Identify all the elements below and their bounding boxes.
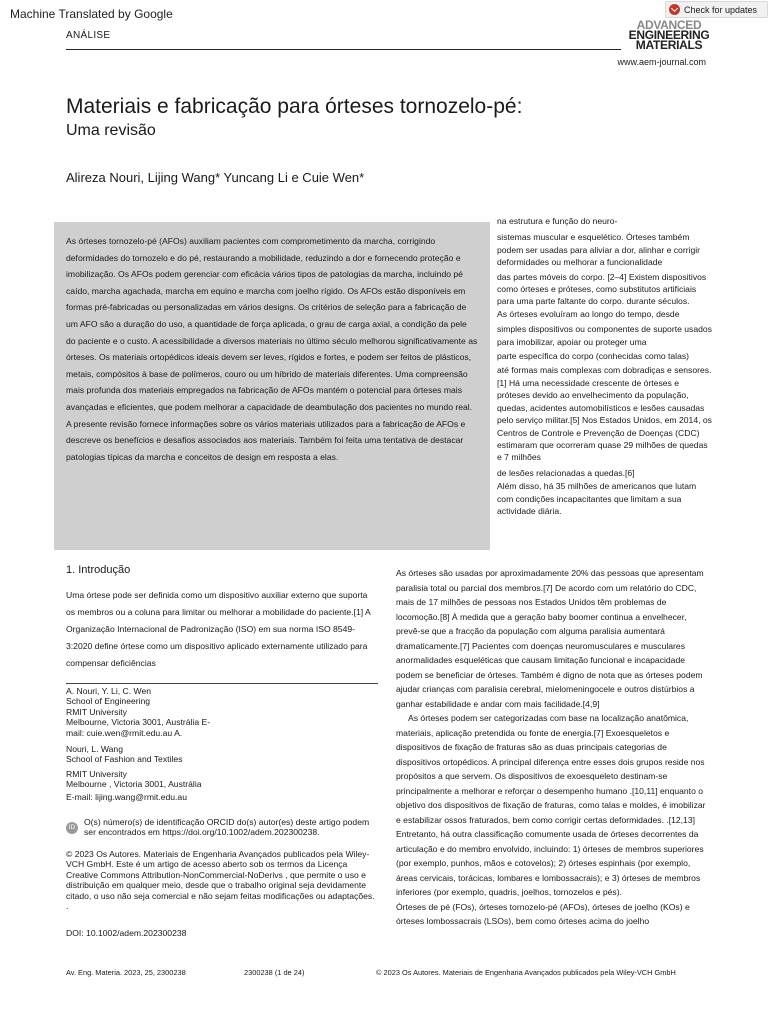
journal-logo: [623, 20, 715, 50]
article-title: Materiais e fabricação para órteses tornozelo-pé:: [66, 95, 523, 118]
orcid-note: O(s) número(s) de identificação ORCID do(s) autor(es) deste artigo podem ser encontrados em https://doi.org/10.1002/adem.202300238.: [84, 817, 370, 838]
check-updates-icon: [669, 4, 680, 15]
affiliation-line: Nouri, L. Wang: [66, 744, 123, 755]
affiliation-line: Melbourne, Victoria 3001, Austrália E-: [66, 717, 211, 728]
footer-citation: Av. Eng. Materia. 2023, 25, 2300238: [66, 968, 186, 977]
author-list: Alireza Nouri, Lijing Wang* Yuncang Li e Cuie Wen*: [66, 170, 365, 185]
journal-logo-line-3: MATERIALS: [635, 38, 703, 52]
check-updates-button[interactable]: [665, 1, 768, 18]
right-column-paragraph: simples dispositivos ou componentes de suporte usados para imobilizar, apoiar ou proteger uma: [497, 324, 712, 347]
affiliation-line: mail: cuie.wen@rmit.edu.au A.: [66, 727, 183, 738]
check-updates-label: Check for updates: [684, 4, 758, 15]
right-column-paragraph: parte específica do corpo (conhecidas como talas): [497, 351, 690, 362]
copyright-note: © 2023 Os Autores. Materiais de Engenharia Avançados publicados pela Wiley-VCH GmbH. Este é um artigo de acesso aberto sob os termos da Licença Creative Commons Attribution-NonCommercial-NoDerivs , que permite o uso e distribuição em qualquer meio, desde que o trabalho original seja devidamente citado, o uso não seja comercial e não sejam feitas modificações ou adaptações. .: [66, 849, 375, 912]
journal-logo-line-2: ENGINEERING: [628, 28, 710, 42]
right-column-paragraph: até formas mais complexas com dobradiças e sensores.[1] Há uma necessidade crescente de órteses e próteses devido ao envelhecimento da população, quedas, acidentes automobilísticos e lesões causadas pelo serviço militar.[5] Nos Estados Unidos, em 2014, os Centros de Controle e Prevenção de Doenças (CDC) estimaram que ocorreram quase 29 milhões de quedas e 7 milhões: [497, 365, 712, 463]
machine-translated-label: Machine Translated by Google: [10, 7, 173, 21]
footer-page-number: 2300238 (1 de 24): [244, 968, 305, 977]
header-rule: [66, 49, 621, 50]
abstract-text: As órteses tornozelo-pé (AFOs) auxiliam pacientes com comprometimento da marcha, corrigindo deformidades do tornozelo e do pé, restaurando a mobilidade, reduzindo a dor e fornecendo proteção e imobilização. Os AFOs podem gerenciar com eficácia vários tipos de patologias da marcha, incluindo pé caído, marcha agachada, marcha em equino e marcha com joelho rígido. Os AFOs estão disponíveis em formas pré-fabricadas ou personalizadas em vários designs. Os critérios de seleção para a fabricação de um AFO são a duração do uso, a quantidade de força aplicada, o grau de carga axial, a condição da pele do paciente e o custo. A acessibilidade a diversos materiais no último século melhorou significativamente as órteses. Os materiais ortopédicos ideais devem ser leves, rígidos e fortes, e podem ser feitos de plásticos, metais, compósitos à base de polímeros, couro ou um híbrido de materiais diferentes. Uma compreensão mais profunda dos materiais empregados na fabricação de AFOs mantém o potencial para órteses mais avançadas e eficientes, que podem melhorar a capacidade de deambulação dos pacientes no mundo real. A presente revisão fornece informações sobre os vários materiais utilizados para a fabricação de AFOs e descreve os benefícios e desafios associados aos materiais. Também foi feita uma tentativa de destacar patologias típicas da marcha e conceitos de design em resposta a elas.: [66, 236, 478, 462]
right-column-paragraph: As órteses evoluíram ao longo do tempo, desde: [497, 308, 680, 319]
affiliation-line: School of Engineering: [66, 696, 151, 707]
affiliation-line: RMIT University: [66, 706, 127, 717]
introduction-text: Uma órtese pode ser definida como um dispositivo auxiliar externo que suporta os membros ou a coluna para limitar ou melhorar a mobilidade do paciente.[1] A Organização Internacional de Padronização (ISO) em sua norma ISO 8549-3:2020 define órtese como um dispositivo aplicado externamente utilizado para compensar deficiências: [66, 590, 371, 668]
introduction-heading: 1. Introdução: [66, 564, 131, 576]
middle-column-paragraph: As órteses são usadas por aproximadamente 20% das pessoas que apresentam paralisia total ou parcial dos membros.[7] De acordo com um relatório do CDC, mais de 17 milhões de pessoas nos Estados Unidos têm problemas de locomoção.[8] À medida que a geração baby boomer continua a envelhecer, prevê-se que a fracção da população com alguma paralisia aumentará dramaticamente.[7] Pacientes com doenças neuromusculares e musculares anormalidades esqueléticas que causam limitação funcional e incapacidade podem se beneficiar de órteses. Também é digno de nota que as órteses podem ajudar crianças com paralisia cerebral, mielomeningocele e outros distúrbios a ganhar estabilidade e andar com mais facilidade.[4,9]: [396, 568, 704, 709]
right-column-paragraph: na estrutura e função do neuro-: [497, 216, 618, 226]
article-subtitle: Uma revisão: [66, 122, 156, 139]
middle-column: [396, 566, 710, 929]
middle-column-paragraph: As órteses podem ser categorizadas com base na localização anatômica, materiais, aplicação pretendida ou fonte de energia.[7] Exoesqueletos e dispositivos de fixação de fraturas são as duas principais categorias de dispositivos ortopédicos. A principal diferença entre esses dois grupos reside nos propósitos a que servem. Os dispositivos de exoesqueleto destinam-se principalmente a melhorar e reforçar o desempenho humano .[10,11] enquanto o objetivo dos dispositivos de fixação de fraturas, como talas e moldes, é imobilizar e estabilizar ossos fraturados, bem como corrigir certas deformidades. .[12,13] Entretanto, há outra classificação comumente usada de órteses decorrentes da articulação e do membro envolvido, incluindo: 1) órteses de membros superiores (por exemplo, punhos, mãos e cotovelos); 2) órteses espinhais (por exemplo, áreas cervicais, torácicas, lombares e lombossacrais); e 3) órteses de membros inferiores (por exemplo, quadris, joelhos, tornozelos e pés).: [396, 713, 706, 897]
journal-logo-line-1: ADVANCED: [636, 18, 702, 32]
affiliation-line: A. Nouri, Y. Li, C. Wen: [66, 686, 152, 696]
affiliation-line: E-mail: lijing.wang@rmit.edu.au: [66, 791, 187, 802]
orcid-icon: ID: [66, 822, 78, 834]
section-label: ANÁLISE: [66, 30, 111, 41]
footer-copyright: © 2023 Os Autores. Materiais de Engenharia Avançados publicados pela Wiley-VCH GmbH: [376, 968, 676, 977]
doi-link[interactable]: DOI: 10.1002/adem.202300238: [66, 928, 187, 938]
affiliation-line: School of Fashion and Textiles: [66, 754, 183, 765]
middle-column-paragraph: Órteses de pé (FOs), órteses tornozelo-pé (AFOs), órteses de joelho (KOs) e órteses lombossacrais (LSOs), bem como órteses acima do joelho: [396, 901, 690, 926]
right-column: [497, 215, 712, 517]
affiliation-line: Melbourne , Victoria 3001, Austrália: [66, 779, 202, 790]
affiliation-rule: [66, 683, 378, 684]
abstract-box: [54, 222, 490, 550]
right-column-paragraph: Além disso, há 35 milhões de americanos que lutam com condições incapacitantes que limitam a sua actividade diária.: [497, 481, 697, 516]
right-column-paragraph: de lesões relacionadas a quedas.[6]: [497, 467, 635, 478]
affiliation-line: RMIT University: [66, 768, 127, 779]
right-column-paragraph: das partes móveis do corpo. [2–4] Existem dispositivos como órteses e próteses, como substitutos artificiais para uma parte faltante do corpo. durante séculos.: [497, 271, 707, 307]
journal-url[interactable]: www.aem-journal.com: [617, 57, 706, 67]
right-column-paragraph: sistemas muscular e esquelético. Órteses também podem ser usadas para aliviar a dor, alinhar e corrigir deformidades ou melhorar a funcionalidade: [497, 232, 701, 268]
affiliations: [66, 686, 378, 802]
